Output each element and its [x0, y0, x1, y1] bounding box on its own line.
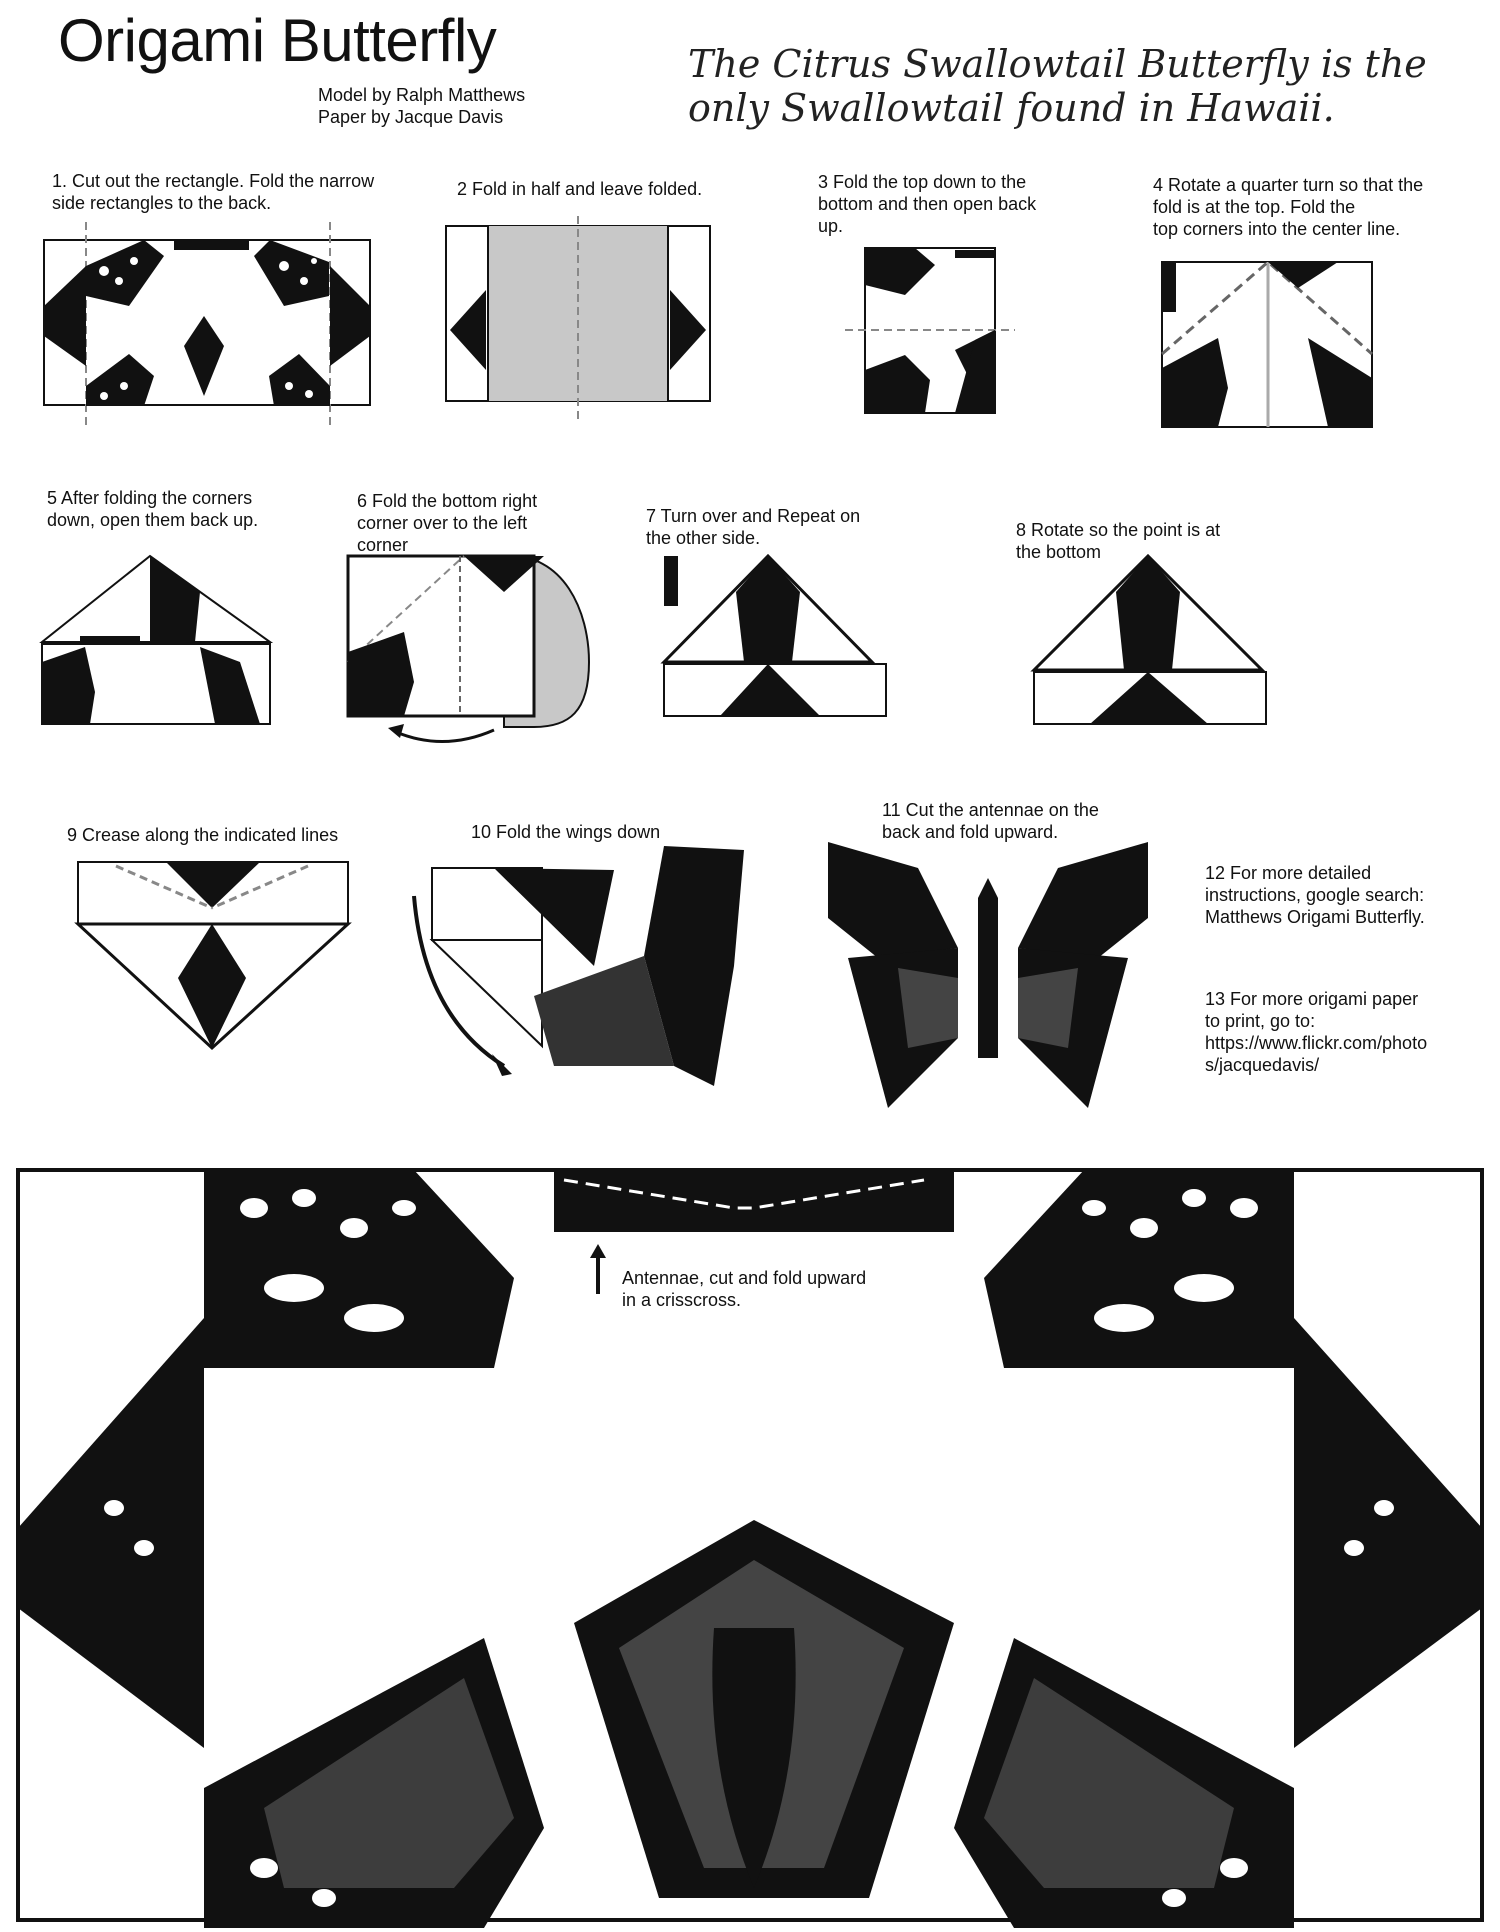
step-8-line: 8 Rotate so the point is at — [1016, 520, 1221, 540]
step-2-diagram — [446, 220, 716, 430]
step-12-text — [1205, 862, 1425, 928]
step-5-text — [47, 487, 258, 531]
tagline-line-1: The Citrus Swallowtail Butterfly is the — [688, 42, 1427, 86]
page-title: Origami Butterfly — [58, 7, 497, 74]
step-6-line: 6 Fold the bottom right — [357, 491, 538, 511]
step-3-text — [818, 171, 1036, 237]
step-4-diagram — [1158, 258, 1378, 433]
step-7-diagram — [660, 552, 896, 724]
step-7-text — [646, 505, 860, 549]
step-5-line: down, open them back up. — [47, 510, 259, 530]
step-1-text — [52, 170, 374, 214]
tagline — [688, 42, 1427, 130]
step-12-line: 12 For more detailed — [1205, 863, 1372, 883]
step-9-line: 9 Crease along the indicated lines — [67, 825, 339, 845]
step-6-text — [357, 490, 537, 556]
step-10-diagram — [404, 846, 764, 1096]
step-11-line: back and fold upward. — [882, 822, 1059, 842]
step-1-line: 1. Cut out the rectangle. Fold the narrow — [52, 171, 375, 191]
step-8-diagram — [1030, 552, 1275, 732]
paper-credit: Paper by Jacque Davis — [318, 107, 504, 127]
step-3-line: bottom and then open back — [818, 194, 1037, 214]
step-5-diagram — [40, 552, 280, 732]
step-3-line: 3 Fold the top down to the — [818, 172, 1027, 192]
step-7-line: the other side. — [646, 528, 761, 548]
step-4-line: top corners into the center line. — [1153, 219, 1401, 239]
step-13-line[interactable]: s/jacquedavis/ — [1205, 1055, 1320, 1075]
step-1-diagram — [44, 236, 374, 426]
step-12-line: instructions, google search: — [1205, 885, 1425, 905]
step-8-line: the bottom — [1016, 542, 1102, 562]
step-2-line: 2 Fold in half and leave folded. — [457, 179, 703, 199]
step-12-line: Matthews Origami Butterfly. — [1205, 907, 1425, 927]
step-9-text — [67, 824, 338, 846]
antennae-note — [622, 1267, 866, 1311]
tagline-line-2: only Swallowtail found in Hawaii. — [688, 86, 1335, 130]
step-10-text — [471, 821, 660, 843]
step-2-text — [457, 178, 702, 200]
antennae-note-line: Antennae, cut and fold upward — [622, 1268, 867, 1288]
model-credit: Model by Ralph Matthews — [318, 85, 526, 105]
step-4-text — [1153, 174, 1423, 240]
antennae-note-line: in a crisscross. — [622, 1290, 742, 1310]
step-11-diagram — [808, 838, 1168, 1120]
step-13-line: to print, go to: — [1205, 1011, 1316, 1031]
step-1-line: side rectangles to the back. — [52, 193, 272, 213]
step-5-line: 5 After folding the corners — [47, 488, 253, 508]
step-13-line[interactable]: https://www.flickr.com/photo — [1205, 1033, 1428, 1053]
step-4-line: 4 Rotate a quarter turn so that the — [1153, 175, 1424, 195]
step-7-line: 7 Turn over and Repeat on — [646, 506, 861, 526]
step-3-line: up. — [818, 216, 844, 236]
step-4-line: fold is at the top. Fold the — [1153, 197, 1356, 217]
step-9-diagram — [76, 858, 366, 1058]
step-11-line: 11 Cut the antennae on the — [882, 800, 1099, 820]
step-6-diagram — [344, 552, 594, 747]
step-6-line: corner over to the left — [357, 513, 528, 533]
step-13-line: 13 For more origami paper — [1205, 989, 1419, 1009]
step-13-text — [1205, 988, 1427, 1076]
step-3-diagram — [845, 240, 1015, 425]
antennae-strip[interactable] — [554, 1170, 954, 1232]
credits — [318, 84, 525, 128]
step-10-line: 10 Fold the wings down — [471, 822, 661, 842]
step-11-text — [882, 799, 1099, 843]
step-6-line: corner — [357, 535, 409, 555]
